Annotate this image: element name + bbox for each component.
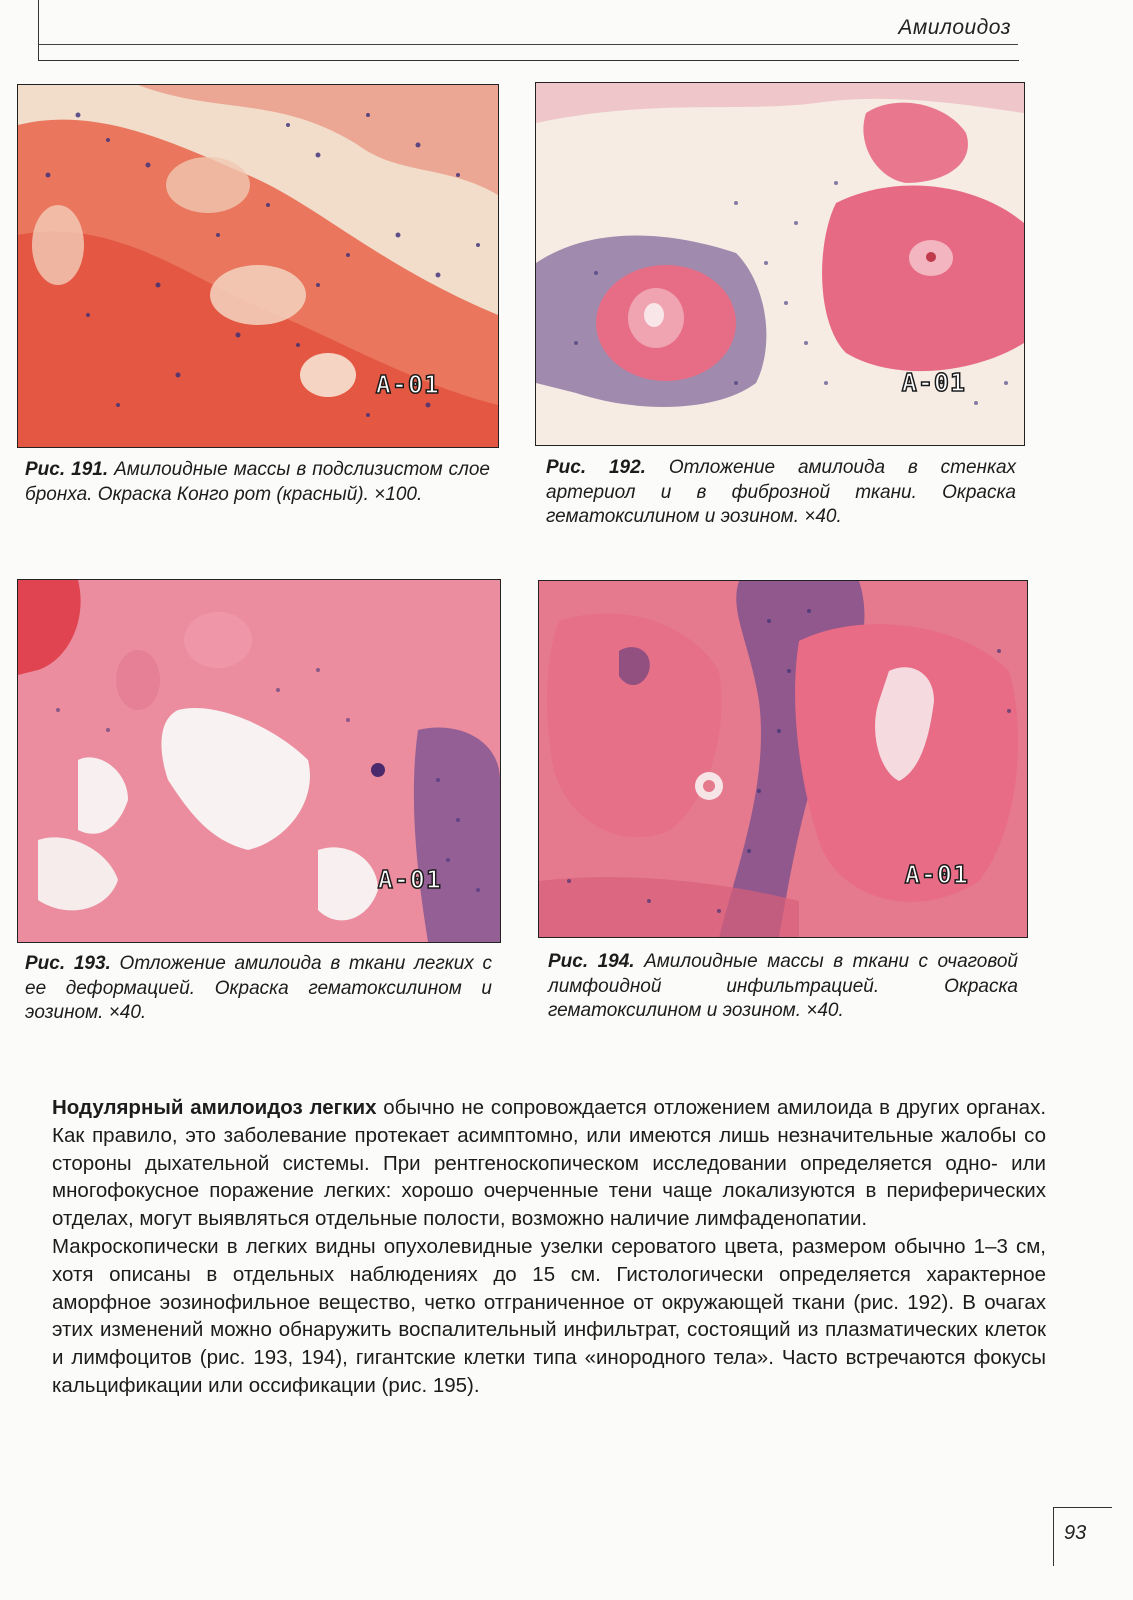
- figure-192-caption: [546, 456, 1016, 530]
- figure-192-image: [535, 82, 1025, 446]
- body-text: [52, 1094, 1046, 1400]
- figure-194-caption: [548, 950, 1018, 1024]
- header-rule: [38, 44, 1018, 45]
- header-frame: [38, 0, 1019, 61]
- figure-192-caption-text: Отложение амилоида в стенках артериол и в фиброзной ткани. Окраска гематоксилином и эозином. ×40.: [546, 457, 1017, 527]
- figure-191-number: Рис. 191.: [25, 459, 109, 480]
- figure-191-caption-text: Амилоидные массы в подслизистом слое бронха. Окраска Конго рот (красный). ×100.: [25, 459, 490, 505]
- figure-194-caption-text: Амилоидные массы в ткани с очаговой лимфоидной инфильтрацией. Окраска гематоксилином и эозином. ×40.: [548, 951, 1018, 1021]
- figure-194-image: [538, 580, 1028, 938]
- figure-192-watermark: A-01: [901, 368, 966, 397]
- figure-191-image: [17, 84, 499, 448]
- figure-193-caption: [25, 952, 492, 1026]
- figure-191-watermark: A-01: [375, 370, 440, 399]
- paragraph-1: [52, 1094, 1046, 1233]
- figure-193-caption-text: Отложение амилоида в ткани легких с ее деформацией. Окраска гематоксилином и эозином. ×40.: [25, 953, 492, 1023]
- running-title: Амилоидоз: [898, 16, 1011, 39]
- figure-191-caption: [25, 458, 490, 507]
- paragraph-1-lead: Нодулярный амилоидоз легких: [52, 1096, 377, 1119]
- figure-193-image: [17, 579, 501, 943]
- page-number: 93: [1064, 1522, 1087, 1544]
- figure-194-watermark: A-01: [904, 860, 969, 889]
- paragraph-2: Макроскопически в легких видны опухолевидные узелки сероватого цвета, размером обычно 1–3 см, хотя описаны в отдельных наблюдениях до 15 см. Гистологически определяется характерное аморфное эозинофильное вещество, четко отграниченное от окружающей ткани (рис. 192). В очагах этих изменений можно обнаружить воспалительный инфильтрат, состоящий из плазматических клеток и лимфоцитов (рис. 193, 194), гигантские клетки типа «инородного тела». Часто встречаются фокусы кальцификации или оссификации (рис. 195).: [52, 1234, 1046, 1397]
- figure-192-number: Рис. 192.: [546, 457, 646, 478]
- paragraph-1-text: обычно не сопровождается отложением амилоида в других органах. Как правило, это заболевание протекает асимптомно, или имеются лишь незначительные жалобы со стороны дыхательной системы. При рентгеноскопическом исследовании определяется одно- или многофокусное поражение легких: хорошо очерченные тени чаще локализуются в периферических отделах, могут выявляться отдельные полости, возможно наличие лимфаденопатии.: [52, 1096, 1047, 1231]
- figure-194-number: Рис. 194.: [548, 951, 635, 972]
- figure-193-number: Рис. 193.: [25, 953, 111, 974]
- figure-193-watermark: A-01: [377, 865, 442, 894]
